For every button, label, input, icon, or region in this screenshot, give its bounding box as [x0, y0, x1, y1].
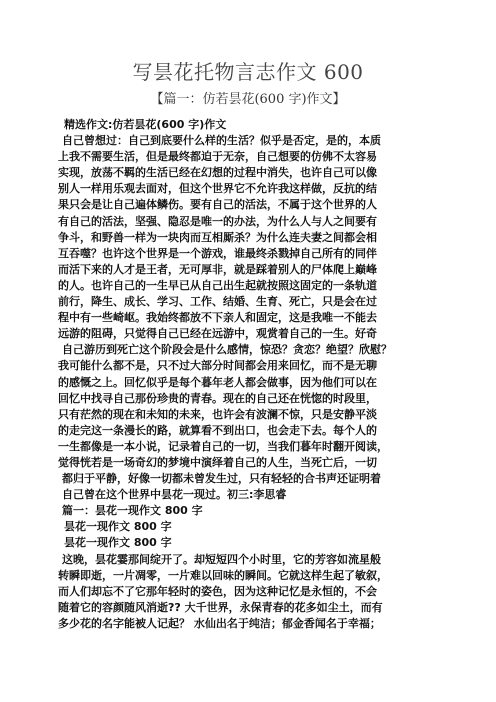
text-line: 昙花一现作文 800 字 [64, 520, 172, 534]
text-line: 争斗，和野兽一样为一块肉而互相厮杀？为什么连夫妻之间都会相 [58, 230, 377, 244]
text-line: 篇一：昙花一现作文 800 字 [62, 504, 203, 518]
text-line: 自己曾想过：自己到底要什么样的生活？似乎是否定，是的，本质 [62, 134, 381, 148]
text-line: 远游的阻碍，只觉得自己已经在远游中，观赏着自己的一生。好奇 [58, 327, 377, 341]
text-line: 果只会是让自己遍体鳞伤。要有自己的活法，不属于这个世界的人 [58, 198, 377, 212]
text-line: 别人一样用乐观去面对，但这个世界它不允许我这样做，反抗的结 [58, 182, 377, 196]
text-line: 只有茫然的现在和未知的未来，也许会有波澜不惊，只是安静平淡 [58, 407, 377, 421]
text-line: 自己游历到死亡这个阶段会是什么感情，惊恐？贪恋？绝望？欣慰？ [62, 343, 392, 357]
text-line: 我可能什么都不是，只不过大部分时间都会用来回忆，而不是无聊 [58, 359, 377, 373]
text-line: 的走完这一条漫长的路，就算看不到出口，也会走下去。每个人的 [58, 423, 377, 437]
text-line: 昙花一现作文 800 字 [64, 536, 172, 550]
text-line: 有自己的活法，坚强、隐忍是唯一的办法，为什么人与人之间要有 [58, 214, 377, 228]
text-line: 前行，降生、成长、学习、工作、结婚、生育、死亡，只是会在过 [58, 295, 377, 309]
text-line: 多少花的名字能被人记起？ 水仙出名于纯洁；郁金香闻名于幸福； [58, 616, 381, 630]
text-line: 觉得恍若是一场奇幻的梦境中演绎着自己的人生，当死亡后，一切 [58, 455, 377, 469]
text-line: 上我不需要生活，但是最终都迫于无奈，自己想要的仿佛不太容易 [58, 150, 377, 164]
text-line: 而活下来的人才是王者，无可厚非，就是踩着别人的尸体爬上巅峰 [58, 262, 377, 276]
text-line: 回忆中找寻自己那份珍贵的青春。现在的自己还在恍惚的时段里， [58, 391, 377, 405]
document-body [58, 117, 453, 632]
text-line: 实现，放荡不羁的生活已经在幻想的过程中消失，也许自己可以像 [58, 166, 377, 180]
text-line: 的感慨之上。回忆似乎是每个暮年老人都会做事，因为他们可以在 [58, 375, 377, 389]
text-line: 随着它的容颜随风消逝?? 大千世界，永保青春的花多如尘土，而有 [58, 600, 383, 614]
text-line: 自己曾在这个世界中昙花一现过。初三:李思睿 [62, 488, 287, 502]
document-title: 写昙花托物言志作文 600 [132, 60, 364, 84]
text-line: 程中有一些崎岖。我始终都放不下亲人和固定，这是我唯一不能去 [58, 311, 377, 325]
text-line: 这晚，昙花霎那间绽开了。却短短四个小时里，它的芳容如流星般 [62, 552, 381, 566]
text-line: 转瞬即逝，一片凋零，一片难以回味的瞬间。它就这样生起了敏叙， [58, 568, 388, 582]
text-line: 都归于平静，好像一切都未曾发生过，只有轻轻的合书声还证明着 [62, 472, 381, 486]
text-line: 一生都像是一本小说，记录着自己的一切，当我们暮年时翻开阅读， [58, 439, 388, 453]
text-line: 互吞噬？也许这个世界是一个游戏，谁最终杀戮掉自己所有的同伴 [58, 246, 377, 260]
text-line: 的人。也许自己的一生早已从自己出生起就按照这固定的一条轨道 [58, 278, 377, 292]
section-heading: 精选作文:仿若昙花(600 字)作文 [64, 118, 227, 131]
document-subtitle: 【篇一：仿若昙花(600 字)作文】 [150, 92, 346, 107]
text-line: 而人们却忘不了它那年轻时的姿色，因为这种记忆是永恒的，不会 [58, 584, 377, 598]
